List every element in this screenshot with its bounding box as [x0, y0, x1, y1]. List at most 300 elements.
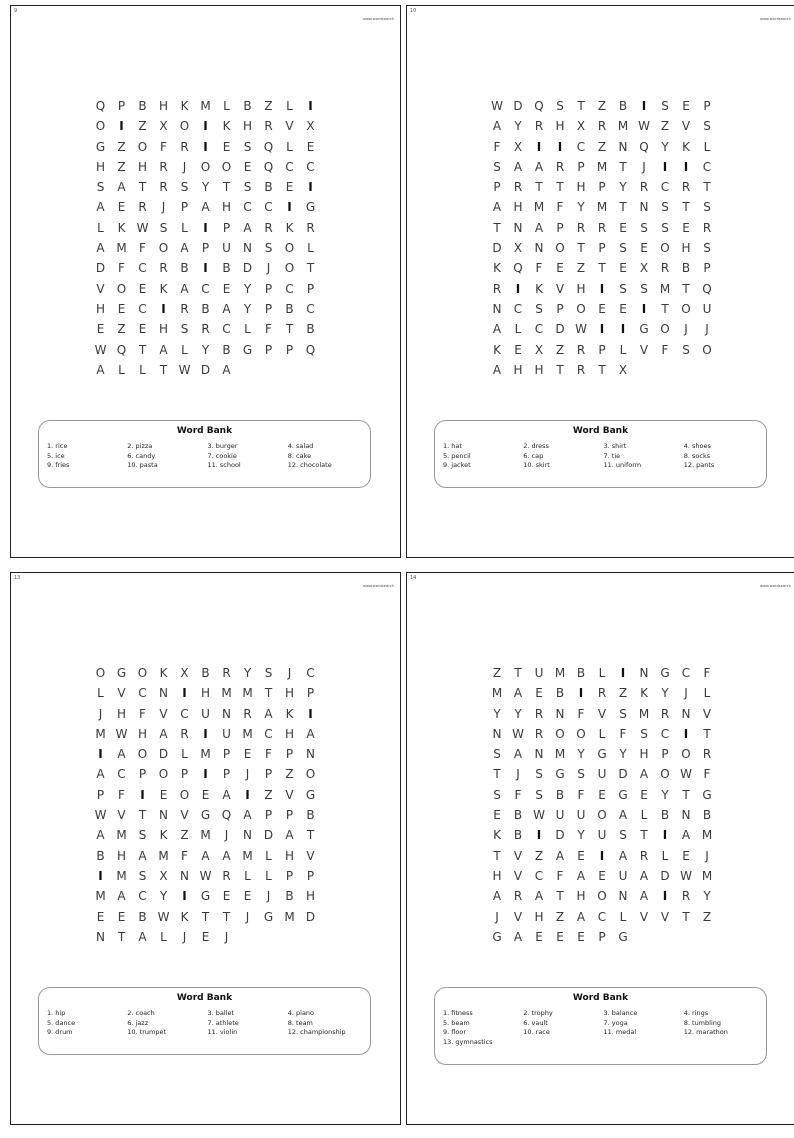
grid-letter: T [682, 787, 690, 802]
puzzle-page-4 [406, 572, 794, 1125]
grid-letter: Y [577, 828, 585, 843]
grid-letter: T [138, 342, 147, 357]
grid-letter: I [515, 281, 521, 296]
grid-letter: U [576, 808, 586, 823]
grid-letter: V [555, 281, 565, 296]
grid-letter: E [640, 787, 648, 802]
grid-letter: F [703, 666, 711, 680]
grid-letter: H [200, 686, 211, 701]
grid-letter: E [682, 99, 690, 113]
grid-letter: E [682, 848, 690, 863]
grid-letter: L [97, 220, 104, 235]
grid-letter: N [618, 889, 628, 904]
grid-letter: S [264, 666, 273, 680]
grid-letter: H [681, 241, 691, 256]
grid-letter: G [492, 929, 502, 944]
grid-letter: A [222, 787, 231, 802]
grid-letter: S [138, 868, 147, 883]
grid-letter: J [516, 767, 520, 782]
grid-letter: E [598, 787, 606, 802]
grid-letter: L [703, 686, 711, 701]
grid-letter: M [95, 726, 106, 741]
grid-letter: I [161, 301, 166, 316]
grid-letter: K [285, 220, 294, 235]
grid-letter: R [555, 159, 565, 174]
grid-letter: Q [263, 139, 274, 154]
word-bank-item: 5. pencil [443, 451, 471, 460]
word-bank-item: 11. uniform [603, 461, 642, 469]
grid-letter: Z [534, 848, 544, 863]
grid-letter: A [180, 241, 189, 256]
grid-letter: N [492, 301, 502, 316]
grid-letter: X [534, 342, 544, 357]
grid-letter: L [703, 139, 711, 154]
grid-letter: O [660, 241, 670, 256]
grid-letter: W [157, 909, 170, 924]
grid-letter: V [660, 909, 670, 924]
grid-letter: A [639, 889, 649, 904]
grid-letter: I [641, 301, 647, 316]
grid-letter: E [201, 929, 210, 944]
grid-letter: P [493, 180, 501, 195]
grid-letter: Y [619, 747, 627, 762]
word-bank-item: 9. floor [443, 1028, 466, 1036]
grid-letter: R [222, 666, 231, 680]
grid-letter: A [513, 747, 523, 762]
grid-letter: V [285, 787, 294, 802]
grid-letter: J [266, 261, 271, 276]
grid-letter: V [285, 119, 294, 134]
grid-letter: R [159, 159, 168, 174]
grid-letter: R [660, 261, 670, 276]
grid-letter: A [159, 726, 168, 741]
grid-letter: J [642, 159, 646, 174]
grid-letter: L [307, 241, 314, 256]
grid-letter: R [264, 220, 273, 235]
grid-letter: S [619, 706, 627, 721]
grid-letter: M [116, 828, 127, 843]
grid-letter: Y [661, 787, 669, 802]
grid-letter: H [513, 362, 523, 377]
word-bank-item: 12. chocolate [287, 461, 332, 469]
word-bank-item: 3. balance [603, 1009, 638, 1017]
grid-letter: F [514, 787, 522, 802]
grid-letter: B [306, 808, 315, 823]
grid-letter: W [136, 220, 149, 235]
grid-letter: Z [180, 828, 189, 843]
grid-letter: Y [243, 666, 252, 680]
word-bank-item: 10. skirt [523, 461, 550, 469]
grid-letter: S [180, 180, 189, 195]
grid-letter: F [160, 139, 167, 154]
grid-letter: C [138, 686, 147, 701]
grid-letter: S [619, 241, 627, 256]
grid-letter: E [222, 889, 231, 904]
grid-letter: O [95, 119, 106, 134]
grid-letter: P [222, 747, 231, 762]
word-bank-item: 2. pizza [127, 442, 153, 450]
grid-letter: B [222, 342, 231, 357]
grid-letter: Y [514, 706, 522, 721]
grid-letter: T [493, 767, 501, 782]
grid-letter: N [492, 726, 502, 741]
grid-letter: A [618, 808, 628, 823]
grid-letter: R [138, 200, 147, 215]
grid-letter: T [661, 301, 669, 316]
grid-letter: S [640, 726, 648, 741]
grid-letter: L [598, 666, 606, 680]
grid-letter: J [705, 322, 709, 337]
grid-letter: Z [492, 666, 502, 680]
grid-letter: X [513, 139, 523, 154]
word-bank-item: 4. shoes [683, 442, 711, 450]
grid-letter: Z [264, 787, 273, 802]
grid-letter: P [703, 99, 711, 113]
grid-letter: H [221, 200, 232, 215]
grid-letter: D [492, 241, 502, 256]
grid-letter: O [284, 241, 295, 256]
word-bank-item: 1. hat [443, 442, 462, 450]
grid-letter: E [535, 686, 543, 701]
grid-letter: B [555, 787, 565, 802]
grid-letter: F [661, 342, 669, 357]
grid-letter: E [201, 787, 210, 802]
grid-letter: J [224, 828, 229, 843]
grid-letter: P [285, 868, 294, 883]
grid-letter: C [306, 159, 315, 174]
grid-letter: L [619, 909, 627, 924]
grid-letter: A [492, 322, 502, 337]
grid-letter: E [222, 281, 231, 296]
grid-letter: T [682, 909, 690, 924]
grid-letter: O [158, 241, 169, 256]
grid-letter: E [556, 261, 564, 276]
grid-letter: R [702, 747, 712, 762]
grid-letter: R [639, 848, 649, 863]
grid-letter: S [535, 787, 543, 802]
grid-letter: M [200, 99, 211, 113]
grid-letter: C [264, 200, 273, 215]
grid-letter: I [140, 787, 145, 802]
grid-letter: A [243, 808, 252, 823]
word-bank-item: 6. candy [127, 451, 156, 460]
grid-letter: K [180, 99, 189, 113]
grid-letter: M [638, 706, 650, 721]
grid-letter: Z [117, 159, 126, 174]
grid-letter: C [513, 301, 523, 316]
grid-letter: H [534, 362, 544, 377]
grid-letter: R [306, 220, 315, 235]
grid-letter: Z [555, 342, 565, 357]
grid-letter: T [598, 362, 606, 377]
grid-letter: G [660, 666, 670, 680]
grid-letter: T [682, 200, 690, 215]
grid-letter: Y [661, 139, 669, 154]
grid-letter: B [285, 889, 294, 904]
grid-letter: N [222, 706, 231, 721]
grid-letter: H [284, 726, 295, 741]
word-bank-title: Word Bank [572, 426, 629, 436]
grid-letter: S [264, 241, 273, 256]
grid-letter: D [618, 767, 628, 782]
word-bank-item: 7. athlete [207, 1018, 239, 1027]
grid-letter: F [118, 261, 125, 276]
grid-letter: W [491, 99, 503, 113]
grid-letter: W [178, 362, 191, 377]
grid-letter: E [243, 747, 252, 762]
grid-letter: A [534, 220, 544, 235]
grid-letter: O [597, 889, 607, 904]
grid-letter: A [96, 362, 105, 377]
grid-letter: E [598, 868, 606, 883]
grid-letter: L [244, 868, 251, 883]
grid-letter: O [200, 159, 211, 174]
grid-letter: S [493, 787, 501, 802]
grid-letter: O [158, 767, 169, 782]
grid-letter: H [305, 889, 316, 904]
grid-letter: R [534, 119, 544, 134]
grid-letter: X [639, 261, 649, 276]
word-bank-item: 12. marathon [683, 1028, 728, 1036]
grid-letter: B [138, 909, 147, 924]
grid-letter: H [639, 747, 649, 762]
grid-letter: V [159, 706, 168, 721]
grid-letter: H [555, 119, 565, 134]
grid-letter: V [639, 909, 649, 924]
grid-letter: D [555, 828, 565, 843]
grid-letter: A [96, 200, 105, 215]
grid-letter: I [308, 180, 313, 195]
grid-letter: Z [618, 686, 628, 701]
grid-letter: D [555, 322, 565, 337]
grid-letter: E [493, 808, 501, 823]
grid-letter: I [308, 99, 313, 113]
grid-letter: J [98, 706, 103, 721]
word-bank-item: 9. drum [47, 1028, 73, 1036]
grid-letter: J [705, 848, 709, 863]
grid-letter: G [200, 808, 211, 823]
grid-letter: H [242, 119, 253, 134]
grid-letter: R [702, 220, 712, 235]
grid-letter: P [264, 808, 273, 823]
grid-letter: R [243, 706, 252, 721]
grid-letter: K [535, 281, 543, 296]
grid-letter: B [285, 301, 294, 316]
grid-letter: I [287, 200, 292, 215]
word-bank-item: 11. medal [603, 1028, 637, 1036]
grid-letter: W [199, 868, 212, 883]
grid-letter: A [117, 747, 126, 762]
grid-letter: L [181, 747, 188, 762]
grid-letter: A [555, 848, 565, 863]
grid-letter: I [182, 889, 187, 904]
brand-label: www.wordsearch [362, 584, 394, 588]
grid-letter: K [285, 706, 294, 721]
grid-letter: P [222, 220, 231, 235]
grid-letter: I [599, 848, 605, 863]
grid-letter: X [618, 362, 628, 377]
grid-letter: D [263, 828, 274, 843]
grid-letter: S [703, 119, 711, 134]
grid-letter: J [224, 929, 229, 944]
grid-letter: B [201, 301, 210, 316]
grid-letter: L [286, 99, 293, 113]
grid-letter: W [94, 808, 107, 823]
grid-letter: P [556, 220, 564, 235]
grid-letter: O [681, 301, 691, 316]
word-bank-item: 8. team [287, 1018, 313, 1027]
grid-letter: T [493, 848, 501, 863]
word-bank-item: 12. championship [287, 1028, 346, 1036]
grid-letter: B [576, 666, 586, 680]
grid-letter: S [243, 180, 252, 195]
word-bank-item: 12. pants [683, 461, 715, 469]
grid-letter: V [513, 868, 523, 883]
word-bank-item: 2. coach [127, 1009, 155, 1017]
grid-letter: P [285, 342, 294, 357]
brand-label: www.wordsearch [362, 17, 394, 21]
grid-letter: Z [597, 139, 607, 154]
grid-letter: J [182, 159, 187, 174]
word-bank [434, 420, 767, 488]
grid-letter: S [243, 139, 252, 154]
grid-letter: L [619, 342, 627, 357]
grid-letter: M [491, 686, 503, 701]
grid-letter: F [577, 706, 585, 721]
grid-letter: K [222, 119, 231, 134]
grid-letter: N [534, 241, 544, 256]
grid-letter: E [96, 322, 105, 337]
grid-letter: T [306, 261, 315, 276]
grid-letter: T [138, 180, 147, 195]
grid-letter: R [180, 301, 189, 316]
grid-letter: N [243, 828, 252, 843]
grid-letter: X [306, 119, 315, 134]
grid-letter: F [181, 848, 188, 863]
grid-letter: P [285, 747, 294, 762]
word-bank-item: 10. pasta [127, 461, 158, 469]
grid-letter: C [534, 868, 544, 883]
grid-letter: Y [243, 281, 252, 296]
grid-letter: O [137, 666, 148, 680]
word-bank-title: Word Bank [176, 426, 233, 436]
grid-letter: Q [263, 159, 274, 174]
word-bank-item: 2. dress [523, 442, 549, 450]
grid-letter: W [680, 868, 692, 883]
grid-letter: M [659, 281, 671, 296]
grid-letter: G [639, 322, 649, 337]
grid-letter: P [222, 767, 231, 782]
grid-letter: A [243, 220, 252, 235]
grid-letter: N [681, 706, 691, 721]
grid-letter: T [138, 808, 147, 823]
grid-letter: G [95, 139, 106, 154]
grid-letter: A [138, 848, 147, 863]
grid-letter: E [577, 929, 585, 944]
grid-letter: T [514, 666, 522, 680]
grid-letter: C [201, 281, 210, 296]
grid-letter: S [96, 180, 105, 195]
grid-letter: A [201, 200, 210, 215]
grid-letter: W [94, 342, 107, 357]
grid-letter: Z [702, 909, 712, 924]
grid-letter: S [535, 767, 543, 782]
grid-letter: K [159, 666, 168, 680]
grid-letter: R [222, 868, 231, 883]
grid-letter: X [159, 868, 168, 883]
grid-letter: G [618, 929, 628, 944]
grid-letter: V [597, 706, 607, 721]
grid-letter: C [681, 666, 691, 680]
grid-letter: J [684, 686, 688, 701]
grid-letter: A [618, 848, 628, 863]
grid-letter: H [576, 180, 586, 195]
grid-letter: S [703, 200, 711, 215]
word-bank-item: 1. fitness [443, 1009, 473, 1017]
grid-letter: L [286, 139, 293, 154]
word-list [435, 436, 766, 470]
grid-letter: L [514, 322, 522, 337]
grid-letter: C [534, 322, 544, 337]
grid-letter: T [201, 909, 210, 924]
grid-letter: V [681, 119, 691, 134]
grid-letter: P [201, 241, 210, 256]
grid-letter: J [684, 322, 688, 337]
grid-letter: L [598, 726, 606, 741]
grid-letter: S [556, 99, 564, 113]
grid-letter: A [117, 180, 126, 195]
grid-letter: S [493, 159, 501, 174]
puzzle-page-3 [10, 572, 401, 1125]
grid-letter: A [513, 159, 523, 174]
grid-letter: H [576, 889, 586, 904]
grid-letter: J [495, 909, 499, 924]
grid-letter: Y [493, 706, 501, 721]
grid-letter: S [180, 322, 189, 337]
grid-letter: Z [285, 767, 294, 782]
grid-letter: F [556, 868, 564, 883]
grid-letter: K [159, 281, 168, 296]
grid-letter: H [158, 322, 169, 337]
grid-letter: S [159, 220, 168, 235]
grid-letter: T [285, 322, 294, 337]
grid-letter: P [264, 301, 273, 316]
grid-letter: X [159, 119, 168, 134]
grid-letter: I [182, 686, 187, 701]
grid-letter: Z [117, 322, 126, 337]
grid-letter: O [681, 747, 691, 762]
grid-letter: E [117, 909, 126, 924]
grid-letter: B [243, 99, 252, 113]
grid-letter: E [285, 180, 294, 195]
word-bank-item: 5. beam [443, 1018, 470, 1027]
grid-letter: T [493, 220, 501, 235]
grid-letter: V [306, 848, 315, 863]
grid-letter: M [596, 159, 608, 174]
grid-letter: O [702, 342, 712, 357]
grid-letter: T [556, 180, 564, 195]
grid-letter: P [598, 929, 606, 944]
grid-letter: K [159, 828, 168, 843]
grid-letter: V [513, 848, 523, 863]
grid-letter: Z [138, 119, 147, 134]
grid-letter: E [619, 220, 627, 235]
grid-letter: P [598, 342, 606, 357]
grid-letter: L [181, 342, 188, 357]
grid-letter: G [305, 200, 316, 215]
grid-letter: N [555, 706, 565, 721]
grid-letter: O [95, 666, 106, 680]
